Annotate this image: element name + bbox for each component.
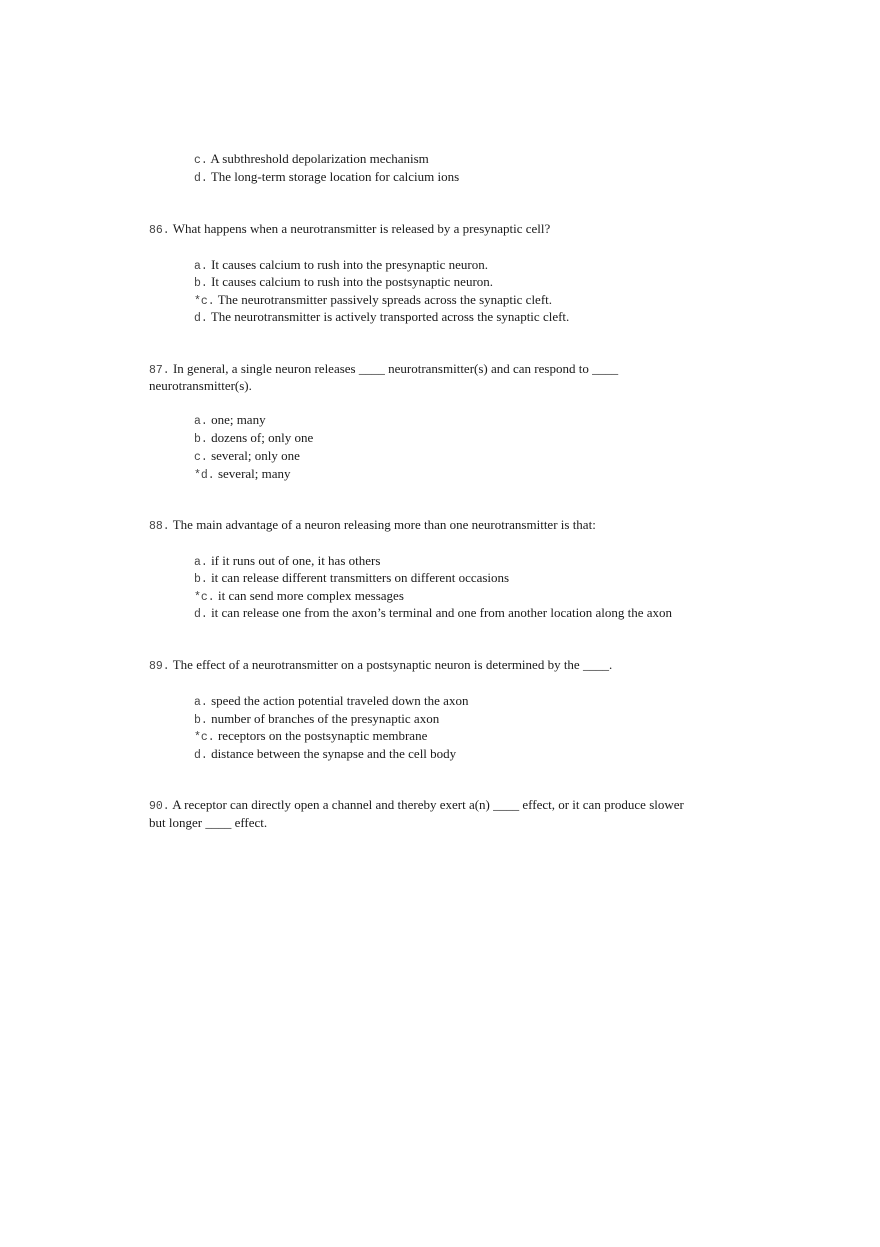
option-marker: d. (194, 749, 208, 762)
option-text: The long-term storage location for calcium ions (210, 169, 460, 184)
option-marker: c. (194, 451, 208, 464)
option-line (194, 465, 291, 484)
option-text: one; many (211, 412, 266, 427)
question-number: 86. (149, 224, 170, 237)
option-text: it can release different transmitters on different occasions (211, 570, 510, 585)
option-line (194, 604, 672, 623)
option-text: it can release one from the axon’s terminal and one from another location along the axon (211, 605, 673, 620)
option-text: several; many (217, 466, 291, 481)
option-text: number of branches of the presynaptic axon (211, 711, 440, 726)
option-marker: *d. (194, 469, 215, 482)
question-number: 88. (149, 520, 170, 533)
option-text: if it runs out of one, it has others (211, 553, 381, 568)
option-text: speed the action potential traveled down the axon (211, 693, 469, 708)
question-text: In general, a single neuron releases ____ neurotransmitter(s) and can respond to ____ (172, 361, 619, 376)
option-text: The neurotransmitter passively spreads across the synaptic cleft. (217, 292, 553, 307)
option-line (194, 429, 313, 448)
option-marker: b. (194, 714, 208, 727)
option-line (194, 168, 459, 187)
option-marker: b. (194, 433, 208, 446)
option-line (194, 745, 456, 764)
option-marker: d. (194, 312, 208, 325)
question-number: 89. (149, 660, 170, 673)
option-marker: d. (194, 172, 208, 185)
question-text-continued: but longer ____ effect. (149, 815, 268, 830)
option-text: It causes calcium to rush into the presynaptic neuron. (211, 257, 488, 272)
option-line (194, 692, 468, 711)
option-marker: b. (194, 573, 208, 586)
option-line (194, 727, 427, 746)
option-marker: b. (194, 277, 208, 290)
option-line (194, 150, 429, 169)
option-text: it can send more complex messages (217, 588, 404, 603)
option-line (194, 308, 569, 327)
question-text: The effect of a neurotransmitter on a postsynaptic neuron is determined by the ____. (172, 657, 613, 672)
option-marker: *c. (194, 295, 215, 308)
question-number: 87. (149, 364, 170, 377)
question-text-continued: neurotransmitter(s). (149, 378, 252, 393)
question-text: A receptor can directly open a channel and thereby exert a(n) ____ effect, or it can produce slower (172, 797, 684, 812)
question-86 (149, 220, 550, 239)
question-text: The main advantage of a neuron releasing more than one neurotransmitter is that: (172, 517, 596, 532)
question-text: What happens when a neurotransmitter is released by a presynaptic cell? (172, 221, 551, 236)
question-89 (149, 656, 612, 675)
question-90 (149, 796, 684, 815)
option-marker: a. (194, 415, 208, 428)
option-marker: a. (194, 260, 208, 273)
option-text: distance between the synapse and the cell body (211, 746, 457, 761)
question-number: 90. (149, 800, 170, 813)
option-marker: *c. (194, 591, 215, 604)
option-marker: d. (194, 608, 208, 621)
option-line (194, 273, 493, 292)
option-text: several; only one (211, 448, 300, 463)
option-text: It causes calcium to rush into the postsynaptic neuron. (211, 274, 494, 289)
option-marker: c. (194, 154, 208, 167)
option-marker: a. (194, 556, 208, 569)
option-line (194, 569, 509, 588)
option-text: A subthreshold depolarization mechanism (210, 151, 429, 166)
option-marker: a. (194, 696, 208, 709)
option-line (194, 447, 300, 466)
question-88 (149, 516, 596, 535)
option-line (194, 411, 266, 430)
option-text: receptors on the postsynaptic membrane (217, 728, 428, 743)
option-text: The neurotransmitter is actively transported across the synaptic cleft. (210, 309, 570, 324)
option-marker: *c. (194, 731, 215, 744)
option-text: dozens of; only one (211, 430, 314, 445)
